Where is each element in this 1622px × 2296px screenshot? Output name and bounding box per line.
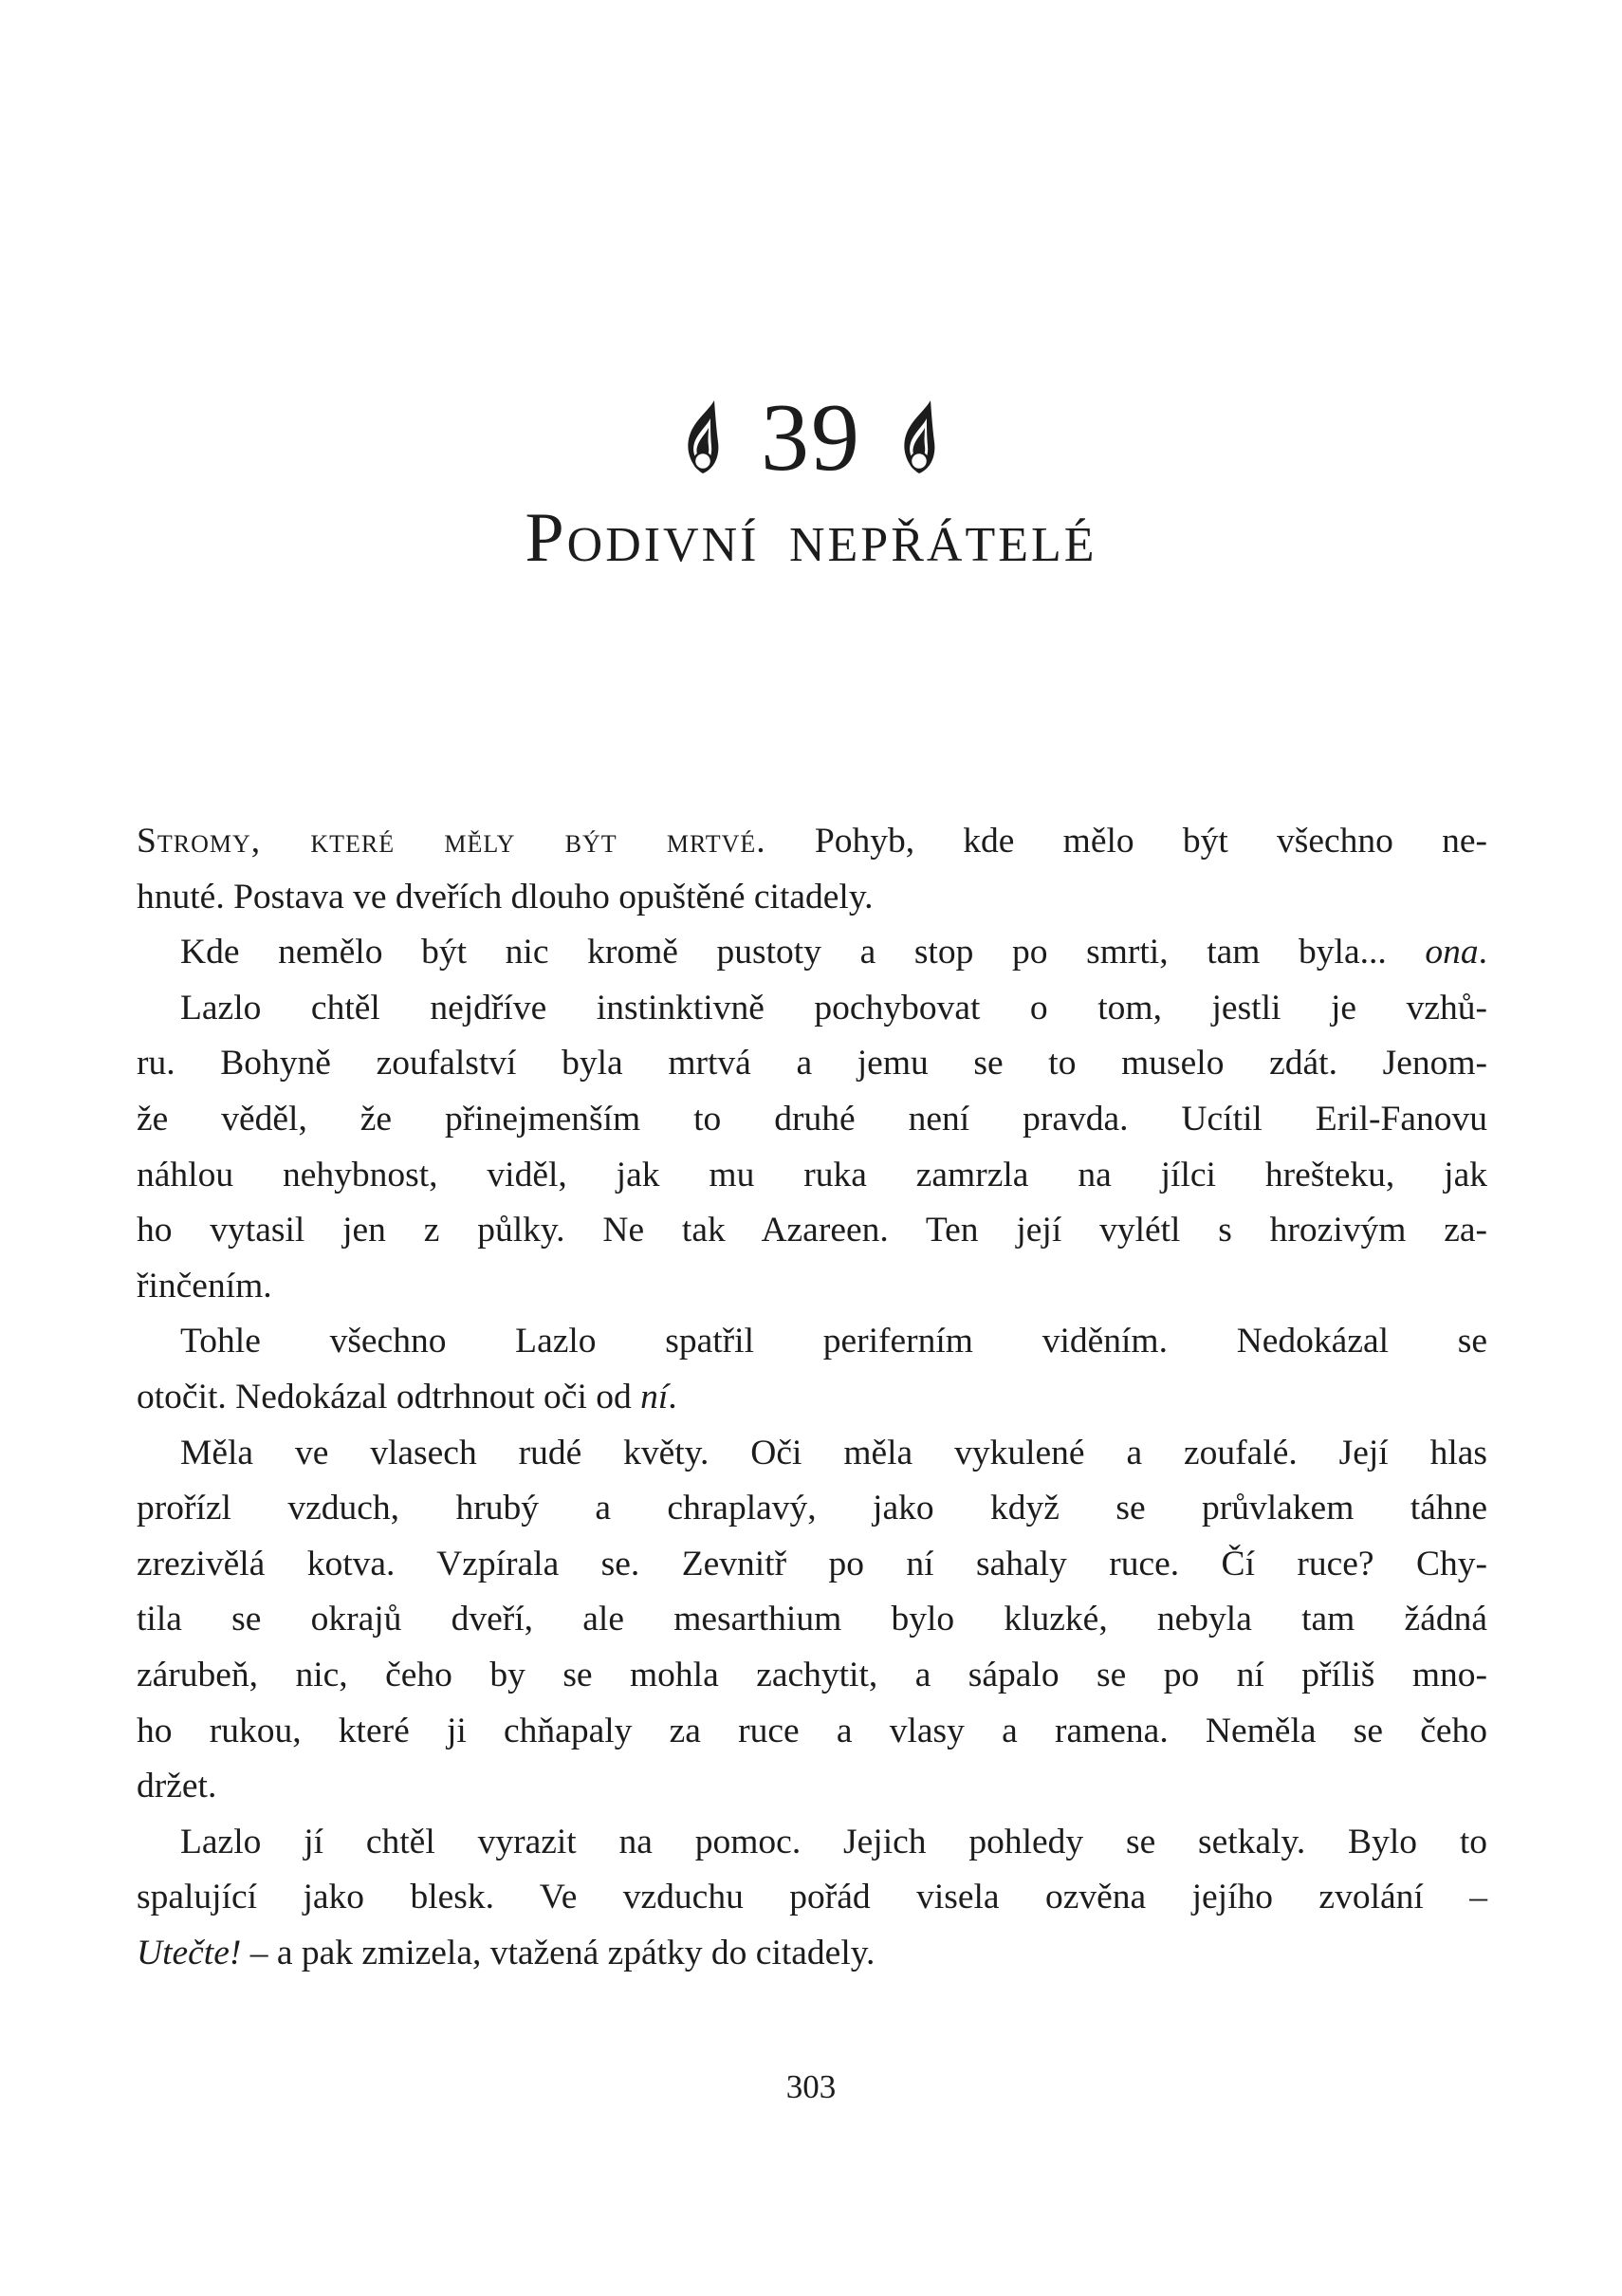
text-line	[137, 1815, 1487, 1871]
chapter-title: Podivní nepřátelé	[525, 499, 1097, 577]
text-line	[137, 1537, 1487, 1593]
text-segment-normal: držet.	[137, 1767, 217, 1806]
text-segment-italic: ní	[640, 1377, 669, 1416]
text-segment-normal: řinčením.	[137, 1266, 272, 1305]
text-segment-normal: Tohle všechno Lazlo spatřil periferním viděním. Nedokázal se	[180, 1322, 1487, 1361]
body-text	[137, 814, 1487, 1981]
text-line	[137, 1592, 1487, 1648]
text-segment-normal: ho vytasil jen z půlky. Ne tak Azareen. Ten její vylétl s hrozivým za-	[137, 1211, 1487, 1250]
text-segment-normal: prořízl vzduch, hrubý a chraplavý, jako když se průvlakem táhne	[137, 1489, 1487, 1528]
text-segment-normal: Lazlo chtěl nejdříve instinktivně pochybovat o tom, jestli je vzhů-	[180, 988, 1487, 1028]
text-segment-normal: náhlou nehybnost, viděl, jak mu ruka zamrzla na jílci hrešteku, jak	[137, 1155, 1487, 1194]
text-line	[137, 814, 1487, 870]
text-line	[137, 1092, 1487, 1148]
text-segment-italic: Utečte!	[137, 1933, 242, 1972]
text-line	[137, 1704, 1487, 1760]
chapter-heading	[0, 384, 1622, 491]
text-segment-normal: Kde nemělo být nic kromě pustoty a stop po smrti, tam byla...	[180, 933, 1426, 972]
text-segment-normal: .	[668, 1377, 677, 1416]
text-line	[137, 1426, 1487, 1482]
text-segment-normal: ru. Bohyně zoufalství byla mrtvá a jemu se to muselo zdát. Jenom-	[137, 1044, 1487, 1083]
text-segment-normal: že věděl, že přinejmenším to druhé není pravda. Ucítil Eril-Fanovu	[137, 1099, 1487, 1139]
text-line	[137, 1759, 1487, 1815]
text-line	[137, 870, 1487, 926]
text-line	[137, 981, 1487, 1037]
text-line	[137, 1314, 1487, 1370]
flame-icon	[681, 398, 725, 478]
text-segment-normal: zrezivělá kotva. Vzpírala se. Zevnitř po ní sahaly ruce. Čí ruce? Chy-	[137, 1544, 1487, 1583]
text-segment-normal: ho rukou, které ji chňapaly za ruce a vlasy a ramena. Neměla se čeho	[137, 1711, 1487, 1750]
text-segment-normal: Pohyb, kde mělo být všechno ne-	[765, 822, 1487, 861]
text-segment-normal: tila se okrajů dveří, ale mesarthium bylo kluzké, nebyla tam žádná	[137, 1600, 1487, 1639]
page-number: 303	[785, 2068, 837, 2105]
text-line	[137, 1648, 1487, 1704]
text-segment-normal: Lazlo jí chtěl vyrazit na pomoc. Jejich pohledy se setkaly. Bylo to	[180, 1822, 1487, 1861]
text-line	[137, 1203, 1487, 1259]
text-segment-normal: otočit. Nedokázal odtrhnout oči od	[137, 1377, 641, 1416]
text-line	[137, 925, 1487, 981]
text-segment-normal: .	[1478, 933, 1487, 972]
text-line	[137, 1259, 1487, 1315]
text-line	[137, 1036, 1487, 1092]
text-line	[137, 1148, 1487, 1204]
text-segment-italic: ona	[1425, 933, 1479, 972]
text-line	[137, 1870, 1487, 1926]
text-segment-normal: hnuté. Postava ve dveřích dlouho opuštěné citadely.	[137, 877, 874, 917]
text-line	[137, 1370, 1487, 1426]
text-line	[137, 1926, 1487, 1982]
text-segment-smallcaps: Stromy, které měly být mrtvé.	[137, 822, 766, 861]
flame-icon	[897, 398, 941, 478]
text-line	[137, 1481, 1487, 1537]
text-segment-normal: – a pak zmizela, vtažená zpátky do citadely.	[241, 1933, 876, 1972]
text-segment-normal: Měla ve vlasech rudé květy. Oči měla vykulené a zoufalé. Její hlas	[180, 1433, 1487, 1472]
chapter-number: 39	[761, 384, 861, 491]
text-segment-normal: zárubeň, nic, čeho by se mohla zachytit, a sápalo se po ní příliš mno-	[137, 1655, 1487, 1694]
text-segment-normal: spalující jako blesk. Ve vzduchu pořád visela ozvěna jejího zvolání –	[137, 1878, 1487, 1917]
